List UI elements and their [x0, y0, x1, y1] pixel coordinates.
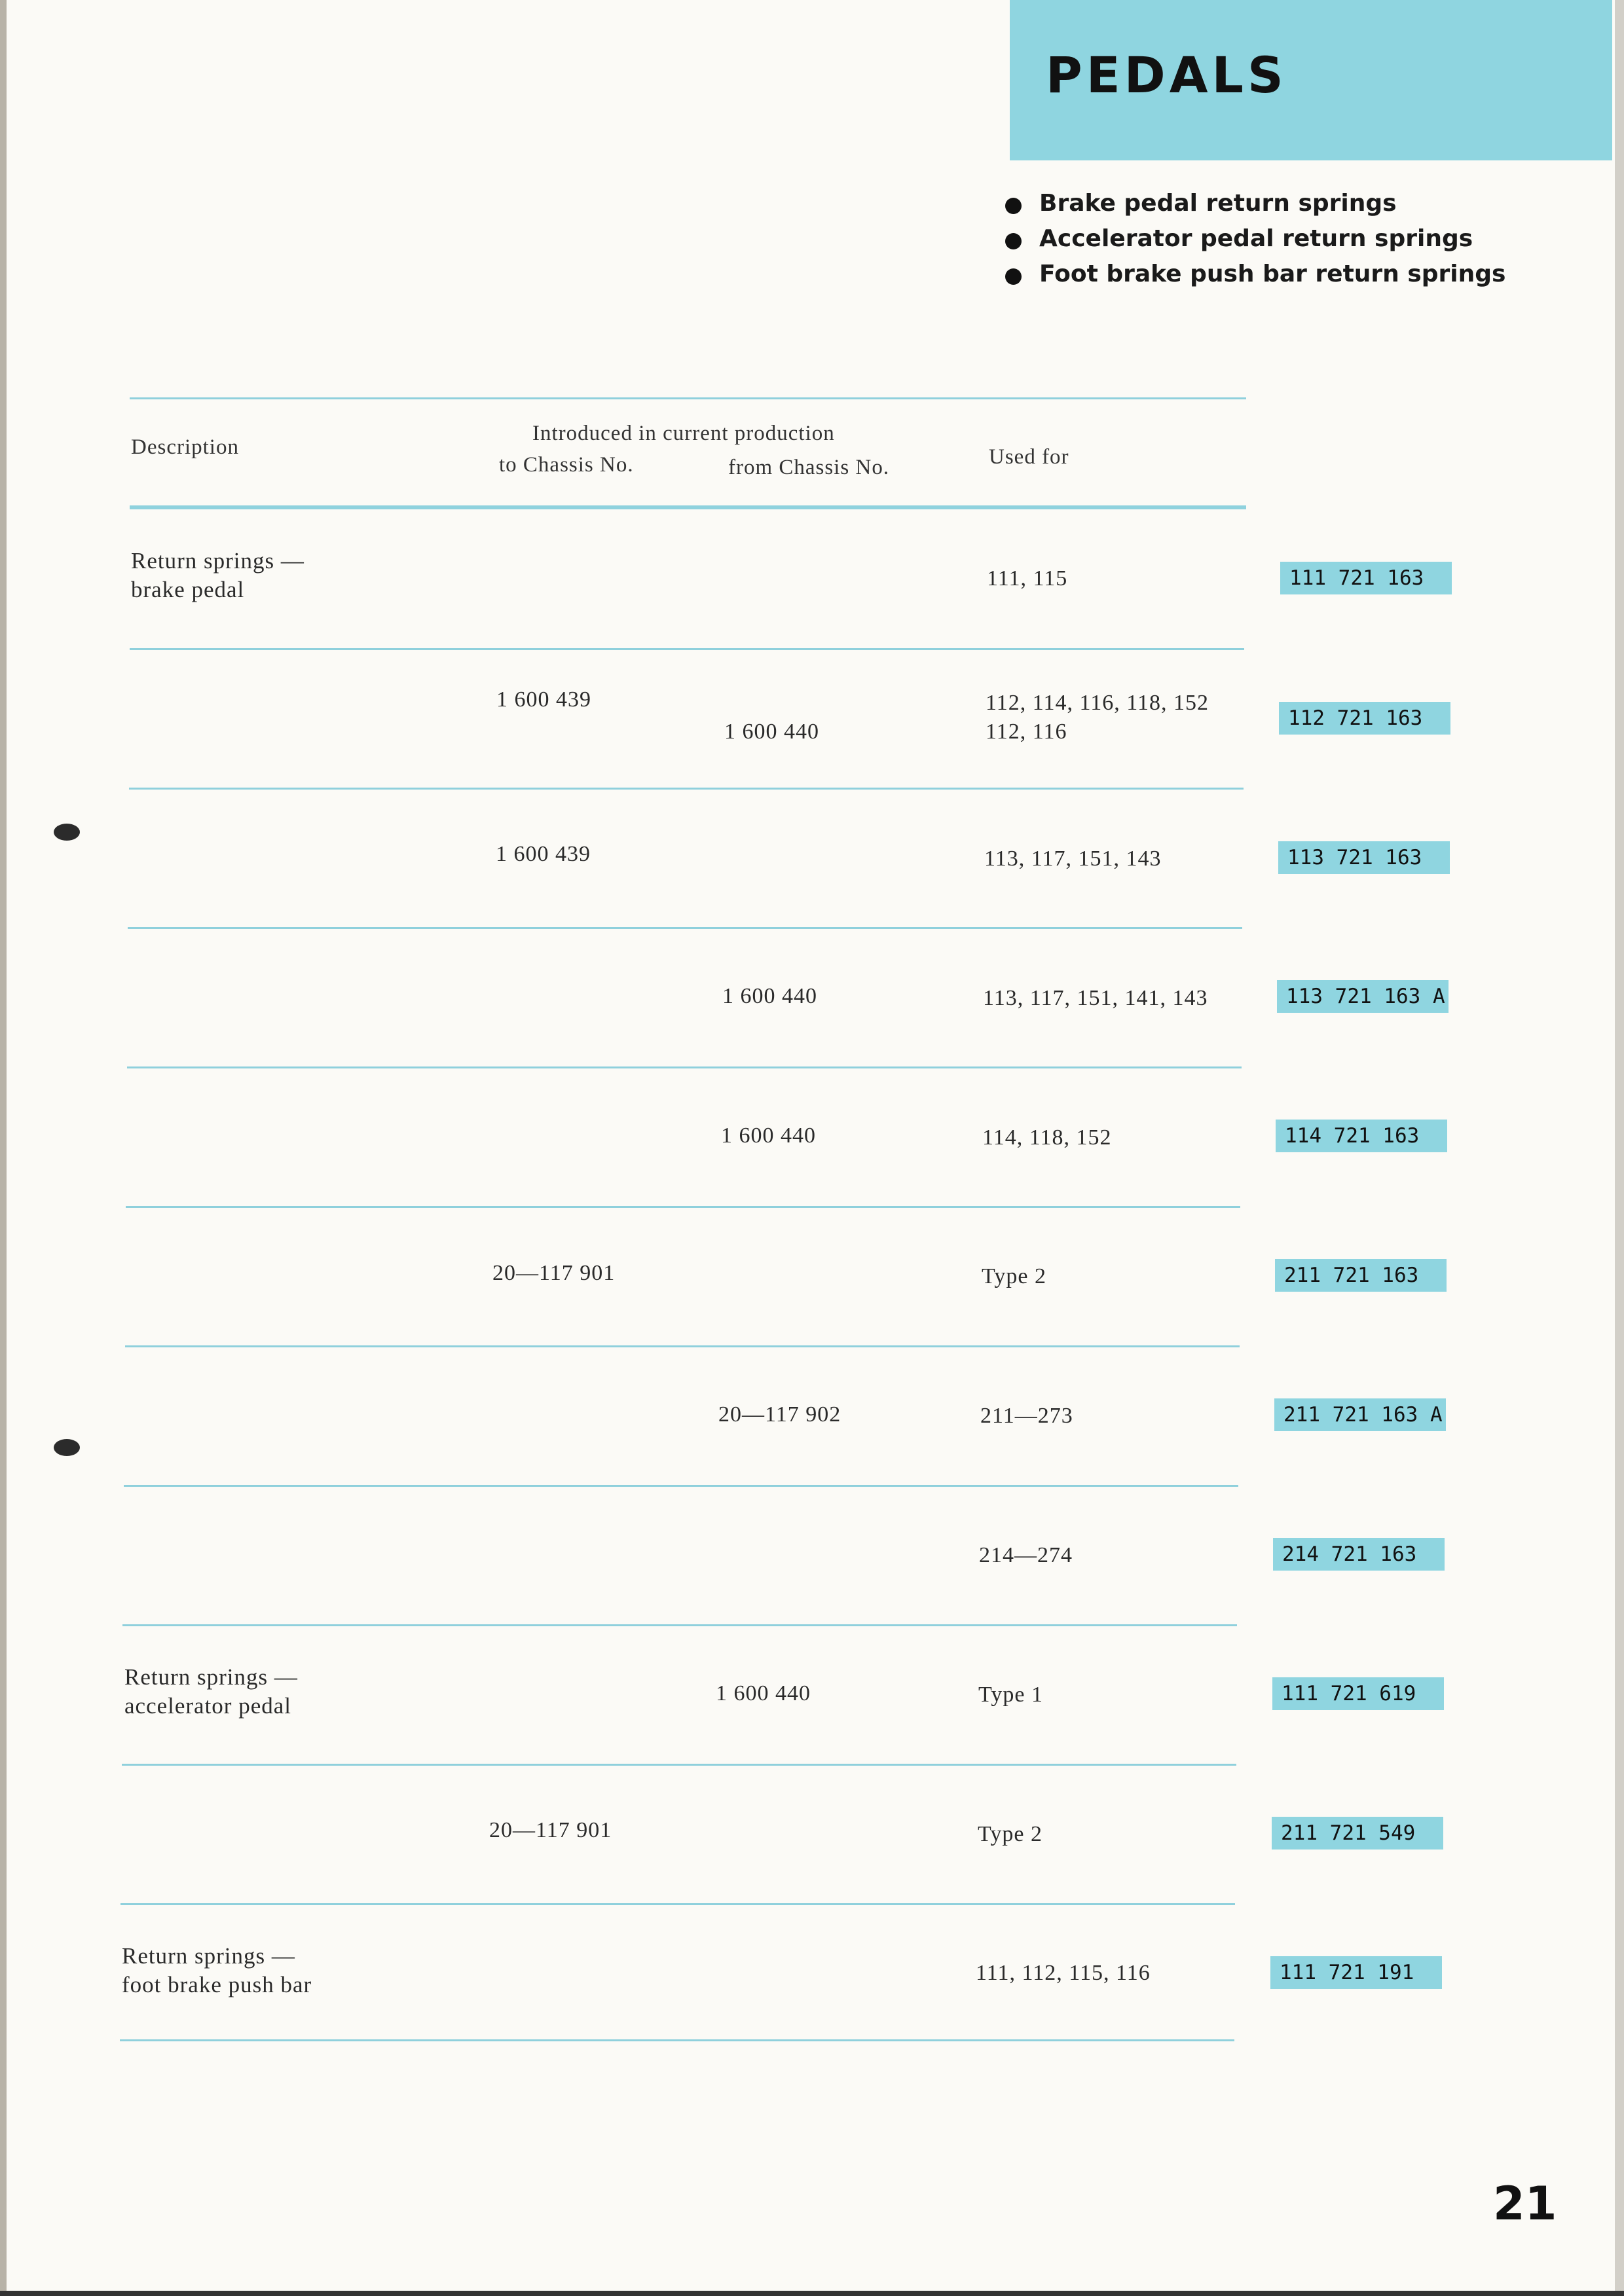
part-number-badge: 211 721 163: [1275, 1259, 1447, 1292]
part-number-badge: 113 721 163 A: [1277, 980, 1449, 1013]
row-used-for: 214—274: [979, 1543, 1073, 1567]
row-from-chassis: 1 600 440: [722, 984, 817, 1008]
row-used-for: 211—273: [980, 1404, 1073, 1428]
header-from-chassis: from Chassis No.: [728, 456, 890, 479]
header-rule: [130, 505, 1246, 509]
part-number-badge: 114 721 163: [1276, 1120, 1447, 1152]
row-used-for: 111, 112, 115, 116: [976, 1961, 1151, 1985]
row-used-for: Type 2: [982, 1264, 1046, 1288]
row-to-chassis: 20—117 901: [492, 1261, 616, 1285]
row-used-for: 113, 117, 151, 143: [984, 847, 1162, 871]
part-number-badge: 211 721 163 A: [1274, 1398, 1446, 1431]
header-introduced: Introduced in current production: [532, 422, 835, 445]
topic-item: Brake pedal return springs: [1005, 190, 1505, 225]
row-to-chassis: 20—117 901: [489, 1818, 612, 1842]
part-number-badge: 111 721 163: [1280, 562, 1452, 594]
row-description: Return springs — foot brake push bar: [122, 1943, 312, 1997]
row-from-chassis: 20—117 902: [718, 1402, 841, 1427]
punch-hole-icon: [54, 1439, 80, 1456]
row-from-chassis: 1 600 440: [724, 720, 819, 744]
row-divider: [122, 1764, 1236, 1766]
row-to-chassis: 1 600 439: [496, 842, 591, 866]
row-description: Return springs — accelerator pedal: [124, 1664, 298, 1719]
row-divider: [127, 1066, 1242, 1068]
row-divider: [128, 927, 1242, 929]
row-divider: [126, 1206, 1240, 1208]
header-used-for: Used for: [989, 445, 1069, 469]
punch-hole-icon: [54, 824, 80, 841]
part-number-badge: 214 721 163: [1273, 1538, 1445, 1571]
page-edge-right: [1615, 0, 1624, 2296]
part-number-badge: 111 721 619: [1272, 1677, 1444, 1710]
part-number-badge: 112 721 163: [1279, 702, 1450, 735]
row-from-chassis: 1 600 440: [716, 1681, 811, 1705]
row-used-for: 112, 114, 116, 118, 152 112, 116: [986, 691, 1209, 744]
page-title: PEDALS: [1046, 46, 1287, 104]
part-number-badge: 211 721 549: [1272, 1817, 1443, 1850]
row-to-chassis: 1 600 439: [496, 687, 591, 712]
row-divider: [120, 1903, 1235, 1905]
row-divider: [124, 1485, 1238, 1487]
title-banner: [1010, 0, 1612, 160]
header-to-chassis: to Chassis No.: [499, 453, 634, 477]
page-edge-left: [0, 0, 7, 2296]
topic-item: Accelerator pedal return springs: [1005, 225, 1505, 261]
row-used-for: 114, 118, 152: [982, 1125, 1112, 1150]
row-from-chassis: 1 600 440: [721, 1123, 816, 1148]
page-number: 21: [1493, 2177, 1557, 2231]
part-number-badge: 113 721 163: [1278, 841, 1450, 874]
row-used-for: 111, 115: [987, 566, 1068, 591]
table-top-rule: [130, 397, 1246, 399]
row-divider: [125, 1345, 1240, 1347]
header-description: Description: [131, 435, 239, 459]
table-bottom-rule: [120, 2039, 1234, 2041]
row-divider: [129, 788, 1244, 790]
row-used-for: Type 1: [978, 1683, 1043, 1707]
topic-item: Foot brake push bar return springs: [1005, 261, 1505, 296]
part-number-badge: 111 721 191: [1270, 1956, 1442, 1989]
topic-list: [1005, 190, 1505, 296]
page-edge-bottom: [0, 2291, 1624, 2296]
row-description: Return springs — brake pedal: [131, 548, 304, 602]
row-divider: [122, 1624, 1237, 1626]
row-used-for: Type 2: [978, 1822, 1043, 1846]
row-used-for: 113, 117, 151, 141, 143: [983, 986, 1208, 1010]
row-divider: [130, 648, 1244, 650]
